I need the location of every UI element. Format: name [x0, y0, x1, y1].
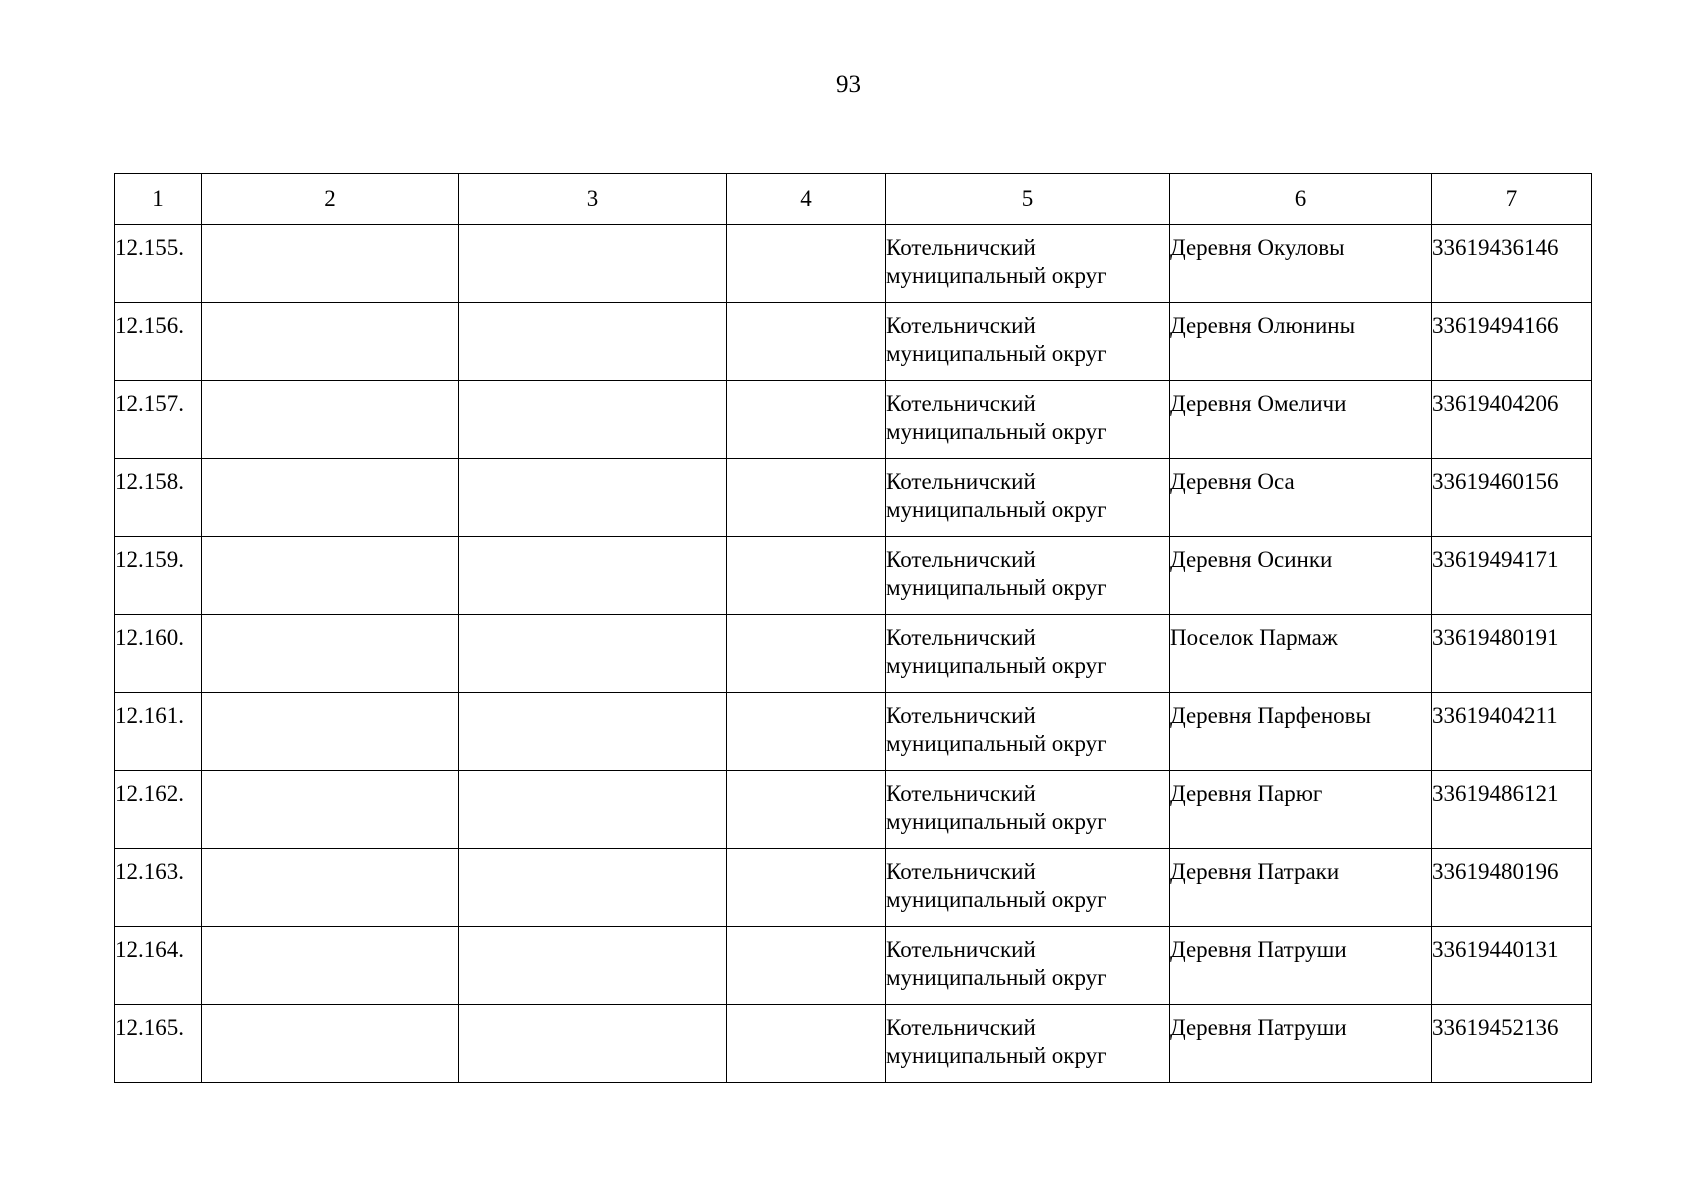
- table-row: [115, 381, 1592, 459]
- col-4-cell: [727, 537, 886, 615]
- row-number-cell: 12.156.: [115, 303, 202, 381]
- settlements-table: [114, 173, 1592, 1083]
- table-body: [115, 225, 1592, 1083]
- district-cell: Котельничский муниципальный округ: [886, 381, 1170, 459]
- district-cell: Котельничский муниципальный округ: [886, 1005, 1170, 1083]
- table-row: [115, 303, 1592, 381]
- code-cell: 33619440131: [1432, 927, 1592, 1005]
- district-cell: Котельничский муниципальный округ: [886, 693, 1170, 771]
- code-cell: 33619452136: [1432, 1005, 1592, 1083]
- code-cell: 33619404211: [1432, 693, 1592, 771]
- code-cell: 33619480196: [1432, 849, 1592, 927]
- district-cell: Котельничский муниципальный округ: [886, 849, 1170, 927]
- col-2-cell: [202, 849, 459, 927]
- col-3-cell: [459, 459, 727, 537]
- col-2-cell: [202, 537, 459, 615]
- table-row: [115, 849, 1592, 927]
- row-number-cell: 12.163.: [115, 849, 202, 927]
- table-row: [115, 615, 1592, 693]
- table-row: [115, 459, 1592, 537]
- header-col-2: 2: [202, 174, 459, 225]
- district-cell: Котельничский муниципальный округ: [886, 927, 1170, 1005]
- district-cell: Котельничский муниципальный округ: [886, 225, 1170, 303]
- row-number-cell: 12.165.: [115, 1005, 202, 1083]
- col-3-cell: [459, 615, 727, 693]
- table-header: [115, 174, 1592, 225]
- table-row: [115, 225, 1592, 303]
- header-col-1: 1: [115, 174, 202, 225]
- settlement-cell: Поселок Пармаж: [1170, 615, 1432, 693]
- col-4-cell: [727, 459, 886, 537]
- code-cell: 33619480191: [1432, 615, 1592, 693]
- row-number-cell: 12.160.: [115, 615, 202, 693]
- code-cell: 33619494171: [1432, 537, 1592, 615]
- settlement-cell: Деревня Патраки: [1170, 849, 1432, 927]
- settlement-cell: Деревня Окуловы: [1170, 225, 1432, 303]
- col-2-cell: [202, 225, 459, 303]
- col-4-cell: [727, 771, 886, 849]
- row-number-cell: 12.164.: [115, 927, 202, 1005]
- col-4-cell: [727, 693, 886, 771]
- code-cell: 33619404206: [1432, 381, 1592, 459]
- col-3-cell: [459, 693, 727, 771]
- header-col-4: 4: [727, 174, 886, 225]
- settlement-cell: Деревня Олюнины: [1170, 303, 1432, 381]
- table-row: [115, 1005, 1592, 1083]
- col-4-cell: [727, 225, 886, 303]
- col-2-cell: [202, 303, 459, 381]
- col-4-cell: [727, 615, 886, 693]
- header-col-7: 7: [1432, 174, 1592, 225]
- settlement-cell: Деревня Парюг: [1170, 771, 1432, 849]
- district-cell: Котельничский муниципальный округ: [886, 771, 1170, 849]
- district-cell: Котельничский муниципальный округ: [886, 615, 1170, 693]
- col-2-cell: [202, 381, 459, 459]
- col-3-cell: [459, 303, 727, 381]
- table-row: [115, 771, 1592, 849]
- col-4-cell: [727, 849, 886, 927]
- page-number: 93: [836, 71, 861, 98]
- row-number-cell: 12.159.: [115, 537, 202, 615]
- row-number-cell: 12.157.: [115, 381, 202, 459]
- table-row: [115, 927, 1592, 1005]
- code-cell: 33619486121: [1432, 771, 1592, 849]
- row-number-cell: 12.155.: [115, 225, 202, 303]
- settlement-cell: Деревня Патруши: [1170, 1005, 1432, 1083]
- col-4-cell: [727, 381, 886, 459]
- col-2-cell: [202, 771, 459, 849]
- header-row: [115, 174, 1592, 225]
- row-number-cell: 12.161.: [115, 693, 202, 771]
- header-col-3: 3: [459, 174, 727, 225]
- col-3-cell: [459, 927, 727, 1005]
- settlement-cell: Деревня Оса: [1170, 459, 1432, 537]
- col-3-cell: [459, 381, 727, 459]
- col-2-cell: [202, 693, 459, 771]
- col-4-cell: [727, 1005, 886, 1083]
- settlement-cell: Деревня Парфеновы: [1170, 693, 1432, 771]
- col-3-cell: [459, 225, 727, 303]
- district-cell: Котельничский муниципальный округ: [886, 303, 1170, 381]
- col-3-cell: [459, 849, 727, 927]
- settlement-cell: Деревня Осинки: [1170, 537, 1432, 615]
- header-col-6: 6: [1170, 174, 1432, 225]
- settlement-cell: Деревня Омеличи: [1170, 381, 1432, 459]
- row-number-cell: 12.162.: [115, 771, 202, 849]
- col-2-cell: [202, 1005, 459, 1083]
- table-row: [115, 537, 1592, 615]
- code-cell: 33619436146: [1432, 225, 1592, 303]
- col-3-cell: [459, 771, 727, 849]
- col-4-cell: [727, 927, 886, 1005]
- col-2-cell: [202, 459, 459, 537]
- table-row: [115, 693, 1592, 771]
- header-col-5: 5: [886, 174, 1170, 225]
- col-3-cell: [459, 1005, 727, 1083]
- code-cell: 33619494166: [1432, 303, 1592, 381]
- district-cell: Котельничский муниципальный округ: [886, 537, 1170, 615]
- col-3-cell: [459, 537, 727, 615]
- col-2-cell: [202, 927, 459, 1005]
- row-number-cell: 12.158.: [115, 459, 202, 537]
- settlement-cell: Деревня Патруши: [1170, 927, 1432, 1005]
- code-cell: 33619460156: [1432, 459, 1592, 537]
- district-cell: Котельничский муниципальный округ: [886, 459, 1170, 537]
- col-2-cell: [202, 615, 459, 693]
- col-4-cell: [727, 303, 886, 381]
